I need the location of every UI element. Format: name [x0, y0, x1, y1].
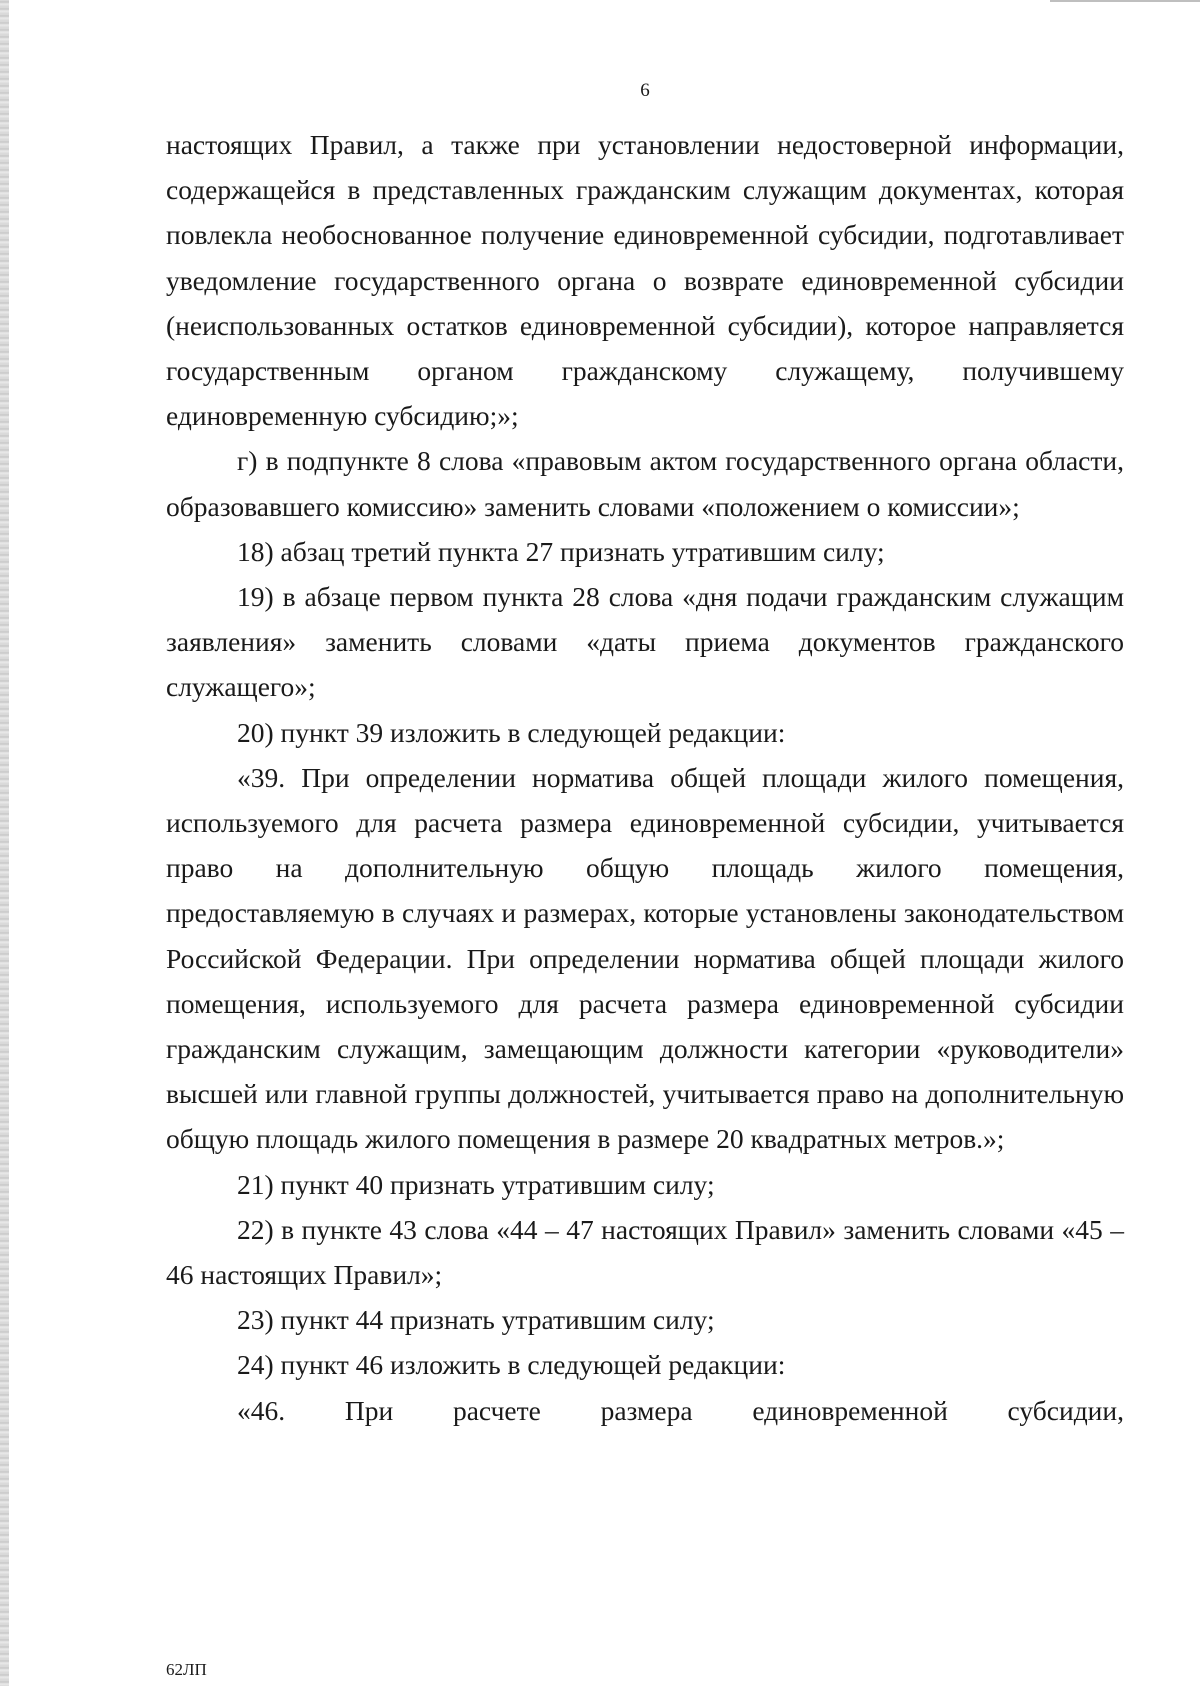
- paragraph-clause-39: «39. При определении норматива общей площади жилого помещения, используемого для расчета размера единовременной субсидии, учитывается право на дополнительную общую площадь жилого помещения, предоставляемую в случаях и размерах, которые установлены законодательством Российской Федерации. При определении норматива общей площади жилого помещения, используемого для расчета размера единовременной субсидии гражданским служащим, замещающим должности категории «руководители» высшей или главной группы должностей, учитывается право на дополнительную общую площадь жилого помещения в размере 20 квадратных метров.»;: [166, 761, 1124, 1155]
- paragraph-item-19: 19) в абзаце первом пункта 28 слова «дня подачи гражданским служащим заявления» заменить словами «даты приема документов гражданского служащего»;: [166, 581, 1124, 703]
- document-body: [166, 122, 1124, 1433]
- paragraph-item-21: 21) пункт 40 признать утратившим силу;: [237, 1168, 715, 1200]
- page-number: 6: [640, 80, 650, 101]
- scan-edge: [0, 0, 9, 1686]
- paragraph-item-20: 20) пункт 39 изложить в следующей редакции:: [237, 716, 786, 748]
- paragraph-item-22: 22) в пункте 43 слова «44 – 47 настоящих Правил» заменить словами «45 – 46 настоящих Правил»;: [166, 1213, 1124, 1291]
- paragraph-clause-46: «46. При расчете размера единовременной субсидии,: [237, 1394, 1124, 1426]
- paragraph-continuation: настоящих Правил, а также при установлении недостоверной информации, содержащейся в представленных гражданским служащим документах, которая повлекла необоснованное получение единовременной субсидии, подготавливает уведомление государственного органа о возврате единовременной субсидии (неиспользованных остатков единовременной субсидии), которое направляется государственным органом гражданскому служащему, получившему единовременную субсидию;»;: [166, 129, 1124, 432]
- paragraph-subpoint-g: г) в подпункте 8 слова «правовым актом государственного органа области, образовавшего комиссию» заменить словами «положением о комиссии»;: [166, 445, 1124, 522]
- document-code: 62ЛП: [166, 1660, 207, 1679]
- paragraph-item-23: 23) пункт 44 признать утратившим силу;: [237, 1304, 715, 1336]
- paragraph-item-18: 18) абзац третий пункта 27 признать утратившим силу;: [237, 535, 885, 567]
- paragraph-item-24: 24) пункт 46 изложить в следующей редакции:: [237, 1349, 786, 1381]
- page-edge: [1050, 0, 1200, 2]
